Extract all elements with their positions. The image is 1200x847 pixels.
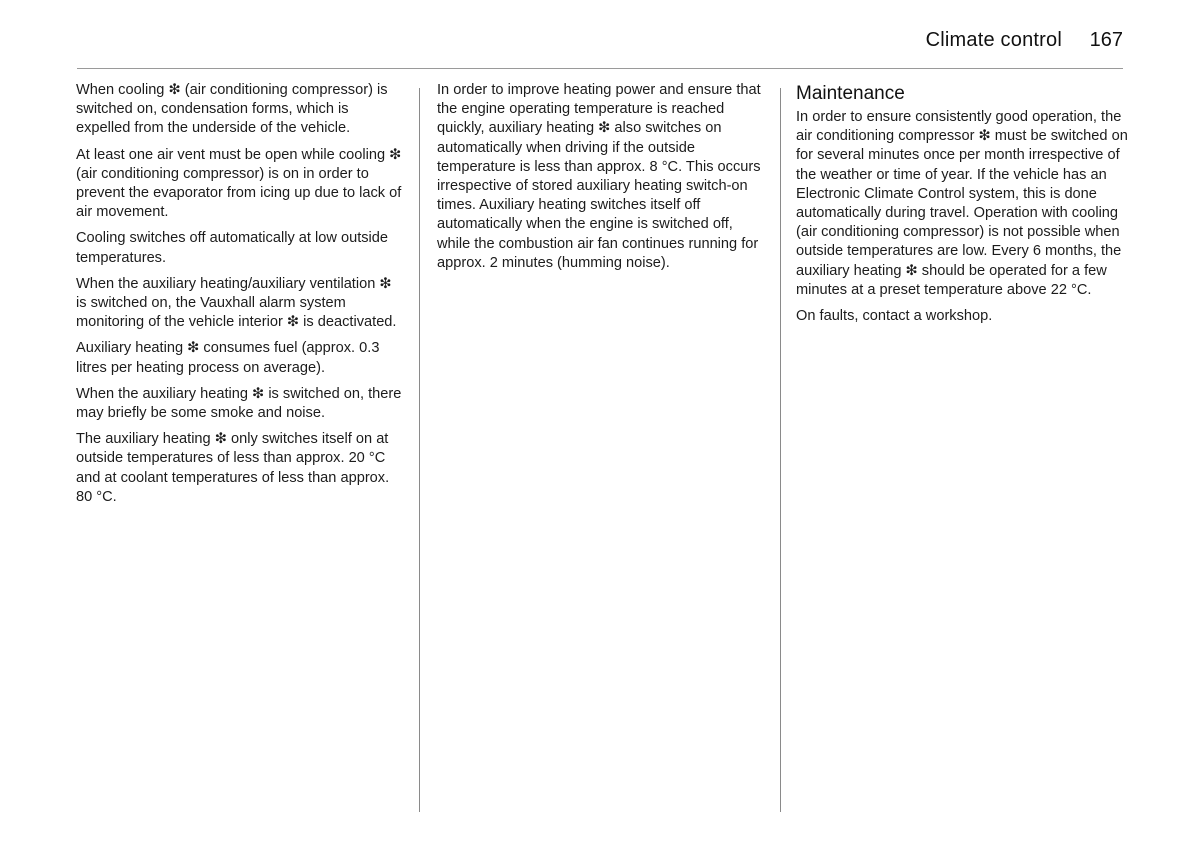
paragraph: Auxiliary heating ❇ consumes fuel (approx. 0.3 litres per heating process on average).	[76, 340, 380, 376]
section-heading: Maintenance	[796, 83, 905, 104]
paragraph: At least one air vent must be open while cooling ❇ (air conditioning compressor) is on in order to prevent the evaporator from icing up due to lack of air movement.	[76, 146, 402, 221]
paragraph: When the auxiliary heating/auxiliary ventilation ❇ is switched on, the Vauxhall alarm system monitoring of the vehicle interior ❇ is deactivated.	[76, 275, 397, 331]
paragraph: In order to improve heating power and ensure that the engine operating temperature is reached quickly, auxiliary heating ❇ also switches on automatically when driving if the outside temperature is less than approx. 8 °C. This occurs irrespective of stored auxiliary heating switch-on times. Auxiliary heating switches itself off automatically when the engine is switched off, while the combustion air fan continues running for approx. 2 minutes (humming noise).	[437, 82, 761, 271]
text-column-2	[437, 81, 767, 280]
paragraph: The auxiliary heating ❇ only switches itself on at outside temperatures of less than approx. 20 °C and at coolant temperatures of less than approx. 80 °C.	[76, 431, 390, 505]
paragraph: When cooling ❇ (air conditioning compressor) is switched on, condensation forms, which is expelled from the underside of the vehicle.	[76, 82, 388, 137]
text-column-1	[76, 81, 406, 514]
column-divider-left	[419, 88, 420, 812]
paragraph: Cooling switches off automatically at low outside temperatures.	[76, 230, 389, 266]
paragraph: In order to ensure consistently good operation, the air conditioning compressor ❇ must be switched on for several minutes once per month irrespective of the weather or time of year. If the vehicle has an Electronic Climate Control system, this is done automatically during travel. Operation with cooling (air conditioning compressor) is not possible when outside temperatures are low. Every 6 months, the auxiliary heating ❇ should be operated for a few minutes at a preset temperature above 22 °C.	[796, 109, 1128, 298]
page-number: 167	[1089, 29, 1123, 51]
header-rule	[77, 68, 1123, 69]
column-divider-right	[780, 88, 781, 812]
paragraph: On faults, contact a workshop.	[796, 308, 993, 325]
paragraph: When the auxiliary heating ❇ is switched on, there may briefly be some smoke and noise.	[76, 385, 402, 422]
text-column-3	[796, 82, 1131, 333]
section-title: Climate control	[925, 29, 1062, 51]
